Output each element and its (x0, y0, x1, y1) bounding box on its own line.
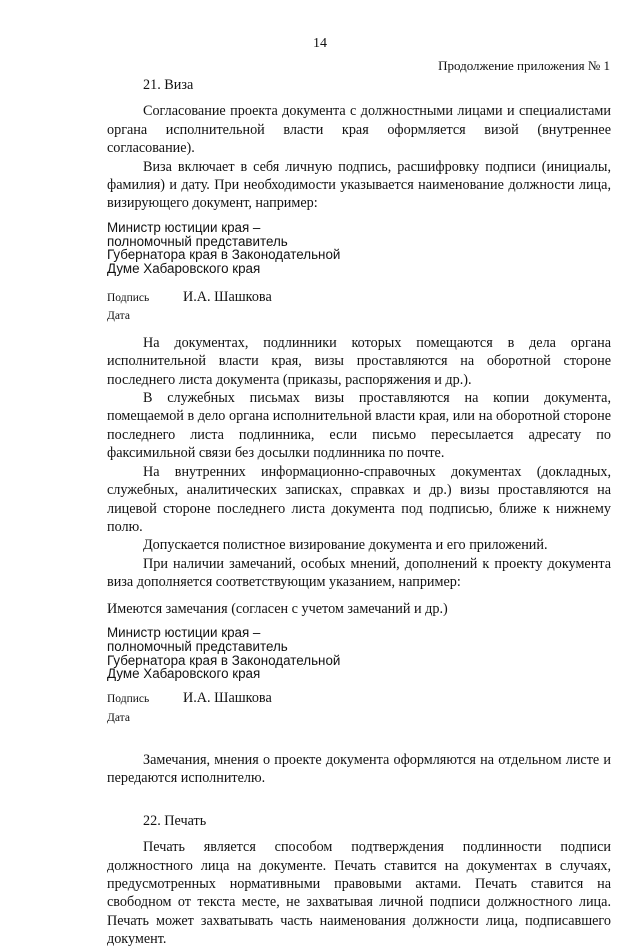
page-number: 14 (313, 36, 327, 51)
section-22-paragraph-1: Печать является способом подтверждения подлинности подписи должностного лица на документе. Печать ставится на документах в случаях, предусмотренных нормативными правовыми актами. Печать ставится на свободном от текста месте, не захватывая личной подписи должностного лица. Печать может захватывать часть наименования должности лица, подписавшего документ. (107, 839, 611, 948)
section-21-paragraph-2: Виза включает в себя личную подпись, расшифровку подписи (инициалы, фамилия) и дату. При необходимости указывается наименование должности лица, визирующего документ, например: (107, 158, 611, 212)
section-22-title: 22. Печать (143, 812, 207, 829)
section-21-paragraph-4: В служебных письмах визы проставляются на копии документа, помещаемой в дело органа исполнительной власти края, или на оборотной стороне последнего листа подлинника, если письмо пересылается адресату по факсимильной связи без досылки подлинника по почте. (107, 390, 611, 462)
date-label: Дата (107, 711, 130, 724)
document-body (107, 76, 611, 949)
visa-example-2-position: Министр юстиции края – полномочный представитель Губернатора края в Законодательной Думе Хабаровского края (107, 624, 341, 682)
section-21-paragraph-7: При наличии замечаний, особых мнений, дополнений к проекту документа виза дополняется соответствующим указанием, например: (107, 555, 611, 591)
date-label: Дата (107, 310, 130, 323)
visa-example-1-position: Министр юстиции края – полномочный представитель Губернатора края в Законодательной Думе Хабаровского края (107, 219, 341, 277)
section-21-paragraph-8: Замечания, мнения о проекте документа оформляются на отдельном листе и передаются исполнителю. (107, 751, 611, 787)
signatory-name: И.А. Шашкова (183, 289, 272, 306)
visa-example-2-signature-row (107, 689, 611, 708)
section-21-paragraph-6: Допускается полистное визирование документа и его приложений. (143, 537, 548, 554)
appendix-note: Продолжение приложения № 1 (438, 58, 610, 73)
visa-example-1-signature-row (107, 288, 611, 307)
section-21-paragraph-3: На документах, подлинники которых помещаются в дела органа исполнительной власти края, визы проставляются на оборотной стороне последнего листа документа (приказы, распоряжения и др.). (107, 334, 611, 388)
signatory-name: И.А. Шашкова (183, 690, 272, 707)
section-21-title: 21. Виза (143, 77, 194, 93)
signature-label: Подпись (107, 693, 150, 706)
section-21-paragraph-5: На внутренних информационно-справочных документах (докладных, служебных, аналитических записках, справках и др.) визы проставляются на лицевой стороне последнего листа документа под подписью, ближе к нижнему полю. (107, 463, 611, 535)
section-21-paragraph-1: Согласование проекта документа с должностными лицами и специалистами органа исполнительной власти края оформляется визой (внутреннее согласование). (107, 103, 611, 157)
remarks-line: Имеются замечания (согласен с учетом замечаний и др.) (107, 600, 448, 617)
signature-label: Подпись (107, 292, 150, 305)
